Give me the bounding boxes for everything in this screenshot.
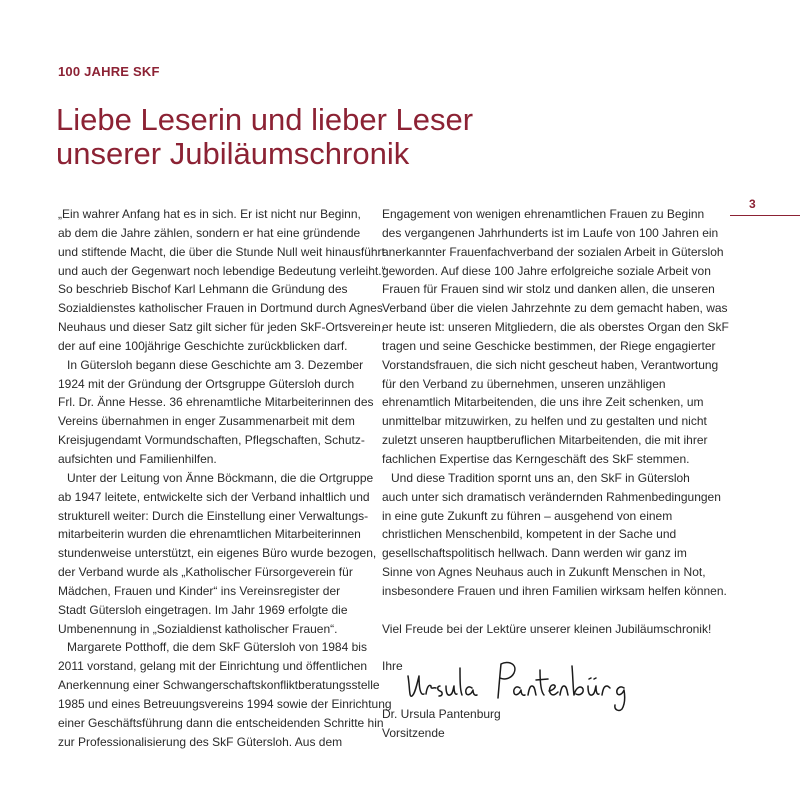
text-line: So beschrieb Bischof Karl Lehmann die Gründung des (58, 282, 348, 297)
text-line: Engagement von wenigen ehrenamtlichen Frauen zu Beginn (382, 207, 705, 221)
text-line: mitarbeiterin wurden die ehrenamtlichen Mitarbeiterinnen (58, 527, 361, 542)
text-line: anerkannter Frauenfachverband der sozialen Arbeit in Gütersloh (382, 244, 724, 259)
text-line: Mädchen, Frauen und Kinder“ ins Vereinsregister der (58, 583, 341, 598)
page-number-rule (730, 215, 800, 216)
text-line: fachlichen Expertise das Kerngeschäft des SkF stemmen. (382, 451, 690, 466)
text-line: gesellschaftspolitisch hellwach. Dann werden wir ganz im (382, 546, 687, 561)
text-line: geworden. Auf diese 100 Jahre erfolgreiche soziale Arbeit von (382, 263, 711, 278)
page-title-line-2: unserer Jubiläumschronik (56, 136, 410, 171)
text-line: Neuhaus und dieser Satz gilt sicher für jeden SkF-Ortsverein, (58, 320, 385, 335)
text-line: auch unter sich dramatisch verändernden Rahmenbedingungen (382, 489, 721, 504)
text-line: des vergangenen Jahrhunderts ist im Laufe von 100 Jahren ein (382, 225, 719, 240)
page-title (56, 103, 473, 171)
left-text-column (58, 205, 392, 751)
text-line: und auch der Gegenwart noch lebendige Bedeutung verleiht.“ (58, 263, 386, 278)
text-line: unmittelbar mitzuwirken, zu helfen und zu gestalten und nicht (382, 414, 707, 429)
text-line: Stadt Gütersloh eingetragen. Im Jahr 1969 erfolgte die (58, 602, 348, 617)
page-number: 3 (749, 197, 756, 211)
text-line: Frauen für Frauen sind wir stolz und danken allen, die unseren (382, 282, 715, 297)
text-line: und stiftende Macht, die über die Stunde Null weit hinausführt (58, 244, 385, 259)
text-line: Unter der Leitung von Änne Böckmann, die die Ortgruppe (67, 470, 374, 485)
text-line: Sozialdienstes katholischer Frauen in Dortmund durch Agnes (58, 301, 383, 316)
text-line: aufsichten und Familienhilfen. (58, 451, 217, 466)
text-line: einer Geschäftsführung dann die entscheidenden Schritte hin (58, 715, 384, 730)
page-title-line-1: Liebe Leserin und lieber Leser (56, 102, 474, 137)
text-line: stundenweise unterstützt, ein eigenes Büro wurde bezogen, (58, 546, 377, 561)
text-line: zuletzt unseren hauptberuflichen Mitarbeitenden, die mit ihrer (382, 433, 708, 448)
text-line: christlichen Menschenbild, kompetent in der Sache und (382, 527, 677, 542)
signer-role: Vorsitzende (382, 725, 445, 740)
text-line: ab 1947 leitete, entwickelte sich der Verband inhaltlich und (58, 489, 370, 504)
text-line: für den Verband zu übernehmen, unseren unzähligen (382, 376, 666, 391)
text-line: in eine gute Zukunft zu führen – ausgehend von einem (382, 508, 673, 523)
text-line: 1985 und eines Betreuungsvereins 1994 sowie der Einrichtung (58, 696, 392, 711)
text-line: Und diese Tradition spornt uns an, den SkF in Gütersloh (391, 470, 690, 485)
text-line: ehrenamtlich Mitarbeitenden, die uns ihre Zeit schenken, um (382, 395, 704, 410)
handwritten-signature (400, 654, 650, 712)
text-line: Vereins übernahmen in enger Zusammenarbeit mit dem (58, 414, 355, 429)
salutation: Ihre (382, 659, 403, 674)
text-line: Verband über die vielen Jahrzehnte zu dem gemacht haben, was (382, 301, 728, 316)
text-line: Sinne von Agnes Neuhaus auch in Zukunft Menschen in Not, (382, 565, 706, 580)
text-line: Anerkennung einer Schwangerschaftskonfliktberatungsstelle (58, 678, 380, 693)
text-line: der Verband wurde als „Katholischer Fürsorgeverein für (58, 565, 353, 580)
text-line: Kreisjugendamt Vormundschaften, Pflegschaften, Schutz- (58, 433, 365, 448)
signer-name: Dr. Ursula Pantenburg (382, 707, 501, 721)
text-line: „Ein wahrer Anfang hat es in sich. Er ist nicht nur Beginn, (58, 207, 361, 221)
right-text-column (382, 205, 729, 676)
text-line: tragen und seine Geschicke bestimmen, der Riege engagierter (382, 338, 716, 353)
text-line: 1924 mit der Gründung der Ortsgruppe Gütersloh durch (58, 376, 355, 391)
text-line: zur Professionalisierung des SkF Gütersloh. Aus dem (58, 734, 343, 749)
text-line: insbesondere Frauen und ihren Familien wirksam helfen können. (382, 583, 727, 598)
paragraph-gap (382, 601, 702, 620)
text-line: er heute ist: unseren Mitgliedern, die als oberstes Organ den SkF (382, 320, 729, 335)
text-line: strukturell weiter: Durch die Einstellung einer Verwaltungs- (58, 508, 369, 523)
text-line: Margarete Potthoff, die dem SkF Gütersloh von 1984 bis (67, 640, 367, 655)
text-line: 2011 vorstand, gelang mit der Einrichtung und öffentlichen (58, 659, 368, 674)
text-line: Umbenennung in „Sozialdienst katholischer Frauen“. (58, 621, 338, 636)
signer-block (382, 705, 501, 743)
closing-line: Viel Freude bei der Lektüre unserer kleinen Jubiläumschronik! (382, 621, 712, 636)
text-line: ab dem die Jahre zählen, sondern er hat eine gründende (58, 225, 361, 240)
text-line: Frl. Dr. Änne Hesse. 36 ehrenamtliche Mitarbeiterinnen des (58, 395, 374, 410)
text-line: In Gütersloh begann diese Geschichte am 3. Dezember (67, 357, 364, 372)
text-line: der auf eine 100jährige Geschichte zurückblicken darf. (58, 338, 348, 353)
section-kicker: 100 JAHRE SKF (58, 64, 160, 79)
text-line: Vorstandsfrauen, die sich nicht gescheut haben, Verantwortung (382, 357, 719, 372)
